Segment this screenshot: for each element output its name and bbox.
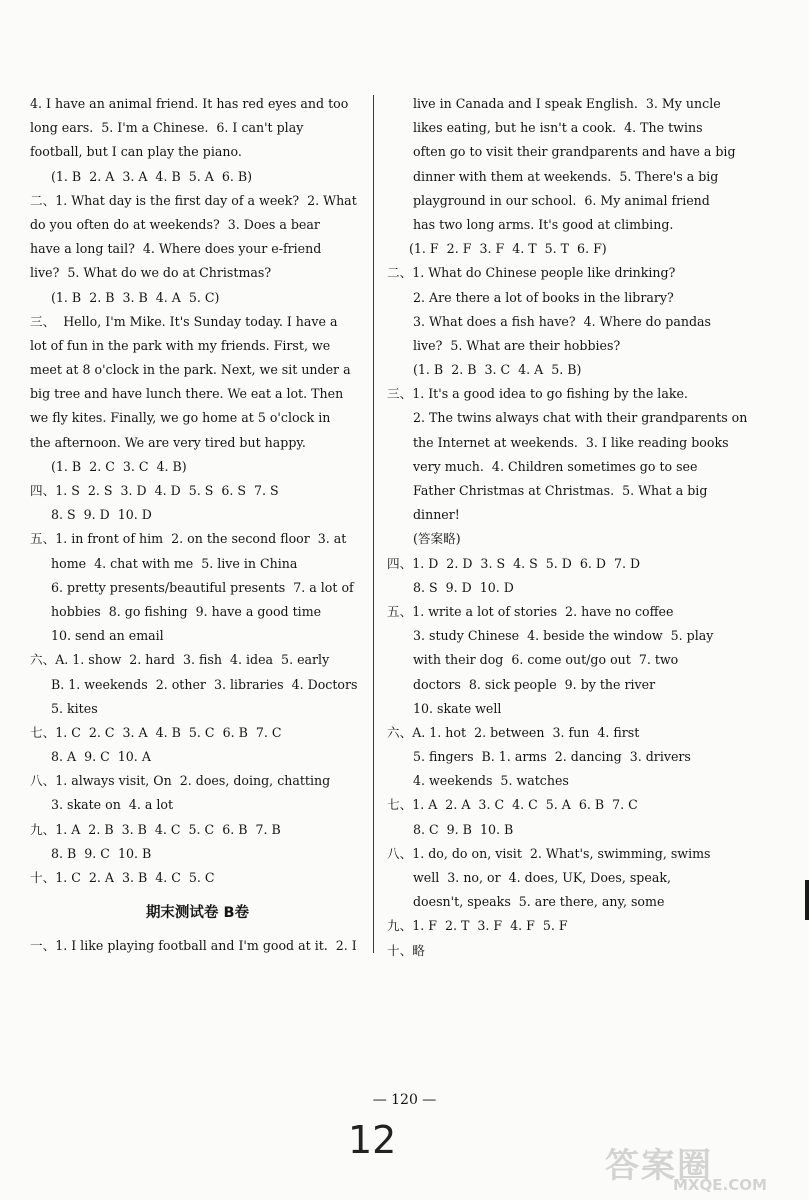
text-line: 十、1. C 2. A 3. B 4. C 5. C	[30, 870, 215, 885]
text-line: 七、1. C 2. C 3. A 4. B 5. C 6. B 7. C	[30, 724, 282, 740]
text-line: 十、略	[387, 942, 425, 958]
text-line: big tree and have lunch there. We eat a lot. Then	[30, 386, 344, 402]
text-line: hobbies 8. go fishing 9. have a good time	[51, 603, 322, 619]
text-line: 七、1. A 2. A 3. C 4. C 5. A 6. B 7. C	[387, 797, 638, 813]
text-line: 九、1. A 2. B 3. B 4. C 5. C 6. B 7. B	[30, 821, 281, 837]
page-number: — 120 —	[372, 1092, 437, 1108]
text-line: the afternoon. We are very tired but happy.	[30, 434, 306, 450]
handwritten-note: 12	[348, 1118, 397, 1162]
text-line: we fly kites. Finally, we go home at 5 o'clock in	[30, 410, 331, 426]
text-line: has two long arms. It's good at climbing.	[413, 216, 674, 232]
text-line: 三、1. It's a good idea to go fishing by the lake.	[387, 386, 688, 402]
text-line: 六、A. 1. hot 2. between 3. fun 4. first	[387, 724, 640, 740]
text-line: dinner with them at weekends. 5. There's a big	[413, 168, 719, 184]
text-line: dinner!	[413, 507, 460, 523]
text-line: the Internet at weekends. 3. I like reading books	[413, 434, 729, 450]
answer-line: (1. B 2. B 3. B 4. A 5. C)	[51, 289, 220, 305]
text-line: 3. study Chinese 4. beside the window 5. play	[413, 628, 714, 644]
answer-line: (1. B 2. B 3. C 4. A 5. B)	[413, 362, 582, 378]
text-line: 二、1. What day is the first day of a week? 2. What	[30, 192, 357, 208]
text-line: well 3. no, or 4. does, UK, Does, speak,	[413, 870, 671, 885]
text-line: often go to visit their grandparents and have a big	[413, 144, 736, 160]
watermark-text: 答案圈	[605, 1146, 713, 1186]
text-line: likes eating, but he isn't a cook. 4. The twins	[413, 120, 703, 136]
text-line: 三、 Hello, I'm Mike. It's Sunday today. I have a	[30, 313, 338, 329]
text-line: 10. skate well	[413, 700, 502, 716]
watermark-url: MXQE.COM	[673, 1176, 767, 1194]
text-line: 五、1. write a lot of stories 2. have no coffee	[387, 603, 674, 619]
text-line: 10. send an email	[51, 628, 164, 644]
text-line: 8. A 9. C 10. A	[51, 749, 151, 765]
watermark-logo	[593, 1134, 803, 1196]
text-line: 二、1. What do Chinese people like drinking?	[387, 265, 676, 281]
text-line: playground in our school. 6. My animal friend	[413, 192, 710, 208]
text-line: 6. pretty presents/beautiful presents 7. a lot of	[51, 579, 354, 595]
text-line: B. 1. weekends 2. other 3. libraries 4. Doctors	[51, 676, 358, 692]
text-line: 8. S 9. D 10. D	[413, 579, 514, 595]
text-line: 六、A. 1. show 2. hard 3. fish 4. idea 5. early	[30, 652, 330, 668]
text-line: home 4. chat with me 5. live in China	[51, 555, 298, 571]
section-title: 期末测试卷 B卷	[145, 905, 250, 922]
text-line: 八、1. always visit, On 2. does, doing, chatting	[30, 773, 331, 789]
text-line: long ears. 5. I'm a Chinese. 6. I can't play	[30, 120, 304, 136]
text-line: very much. 4. Children sometimes go to see	[413, 458, 698, 474]
text-line: live? 5. What do we do at Christmas?	[30, 265, 272, 281]
text-line: meet at 8 o'clock in the park. Next, we sit under a	[30, 362, 351, 378]
text-line: doesn't, speaks 5. are there, any, some	[413, 894, 665, 910]
answer-line: (1. F 2. F 3. F 4. T 5. T 6. F)	[409, 241, 607, 257]
edge-mark	[805, 880, 809, 920]
text-line: 五、1. in front of him 2. on the second floor 3. at	[30, 531, 347, 547]
text-line: 5. fingers B. 1. arms 2. dancing 3. drivers	[413, 749, 691, 765]
text-line: 八、1. do, do on, visit 2. What's, swimming, swims	[387, 845, 711, 861]
text-line: 4. weekends 5. watches	[413, 773, 569, 789]
text-line: 4. I have an animal friend. It has red eyes and too	[30, 96, 349, 111]
text-line: live? 5. What are their hobbies?	[413, 337, 621, 353]
text-line: 九、1. F 2. T 3. F 4. F 5. F	[387, 918, 568, 934]
text-line: 8. C 9. B 10. B	[413, 821, 514, 837]
text-line: live in Canada and I speak English. 3. My uncle	[413, 96, 721, 111]
answer-line: (1. B 2. C 3. C 4. B)	[51, 458, 187, 474]
text-line: with their dog 6. come out/go out 7. two	[413, 652, 679, 668]
text-line: 3. skate on 4. a lot	[51, 797, 174, 813]
text-line: lot of fun in the park with my friends. First, we	[30, 337, 331, 353]
text-line: 5. kites	[51, 700, 98, 716]
answer-line: (1. B 2. A 3. A 4. B 5. A 6. B)	[51, 168, 253, 184]
text-line: have a long tail? 4. Where does your e-friend	[30, 241, 322, 257]
text-line: Father Christmas at Christmas. 5. What a big	[413, 483, 708, 498]
text-line: 2. The twins always chat with their grandparents on	[413, 410, 748, 426]
text-line: 8. B 9. C 10. B	[51, 845, 152, 861]
text-line: 2. Are there a lot of books in the library?	[413, 289, 674, 305]
text-line: doctors 8. sick people 9. by the river	[413, 676, 656, 692]
text-line: 3. What does a fish have? 4. Where do pandas	[413, 313, 712, 329]
column-divider	[373, 95, 374, 953]
text-line: do you often do at weekends? 3. Does a bear	[30, 216, 320, 232]
text-line: 一、1. I like playing football and I'm good at it. 2. I	[30, 938, 357, 954]
text-line: football, but I can play the piano.	[30, 144, 242, 160]
right-column	[387, 92, 748, 963]
left-column	[30, 92, 365, 958]
text-line: 四、1. D 2. D 3. S 4. S 5. D 6. D 7. D	[387, 555, 641, 571]
text-line: (答案略)	[413, 531, 461, 547]
text-line: 8. S 9. D 10. D	[51, 507, 152, 523]
text-line: 四、1. S 2. S 3. D 4. D 5. S 6. S 7. S	[30, 483, 279, 498]
